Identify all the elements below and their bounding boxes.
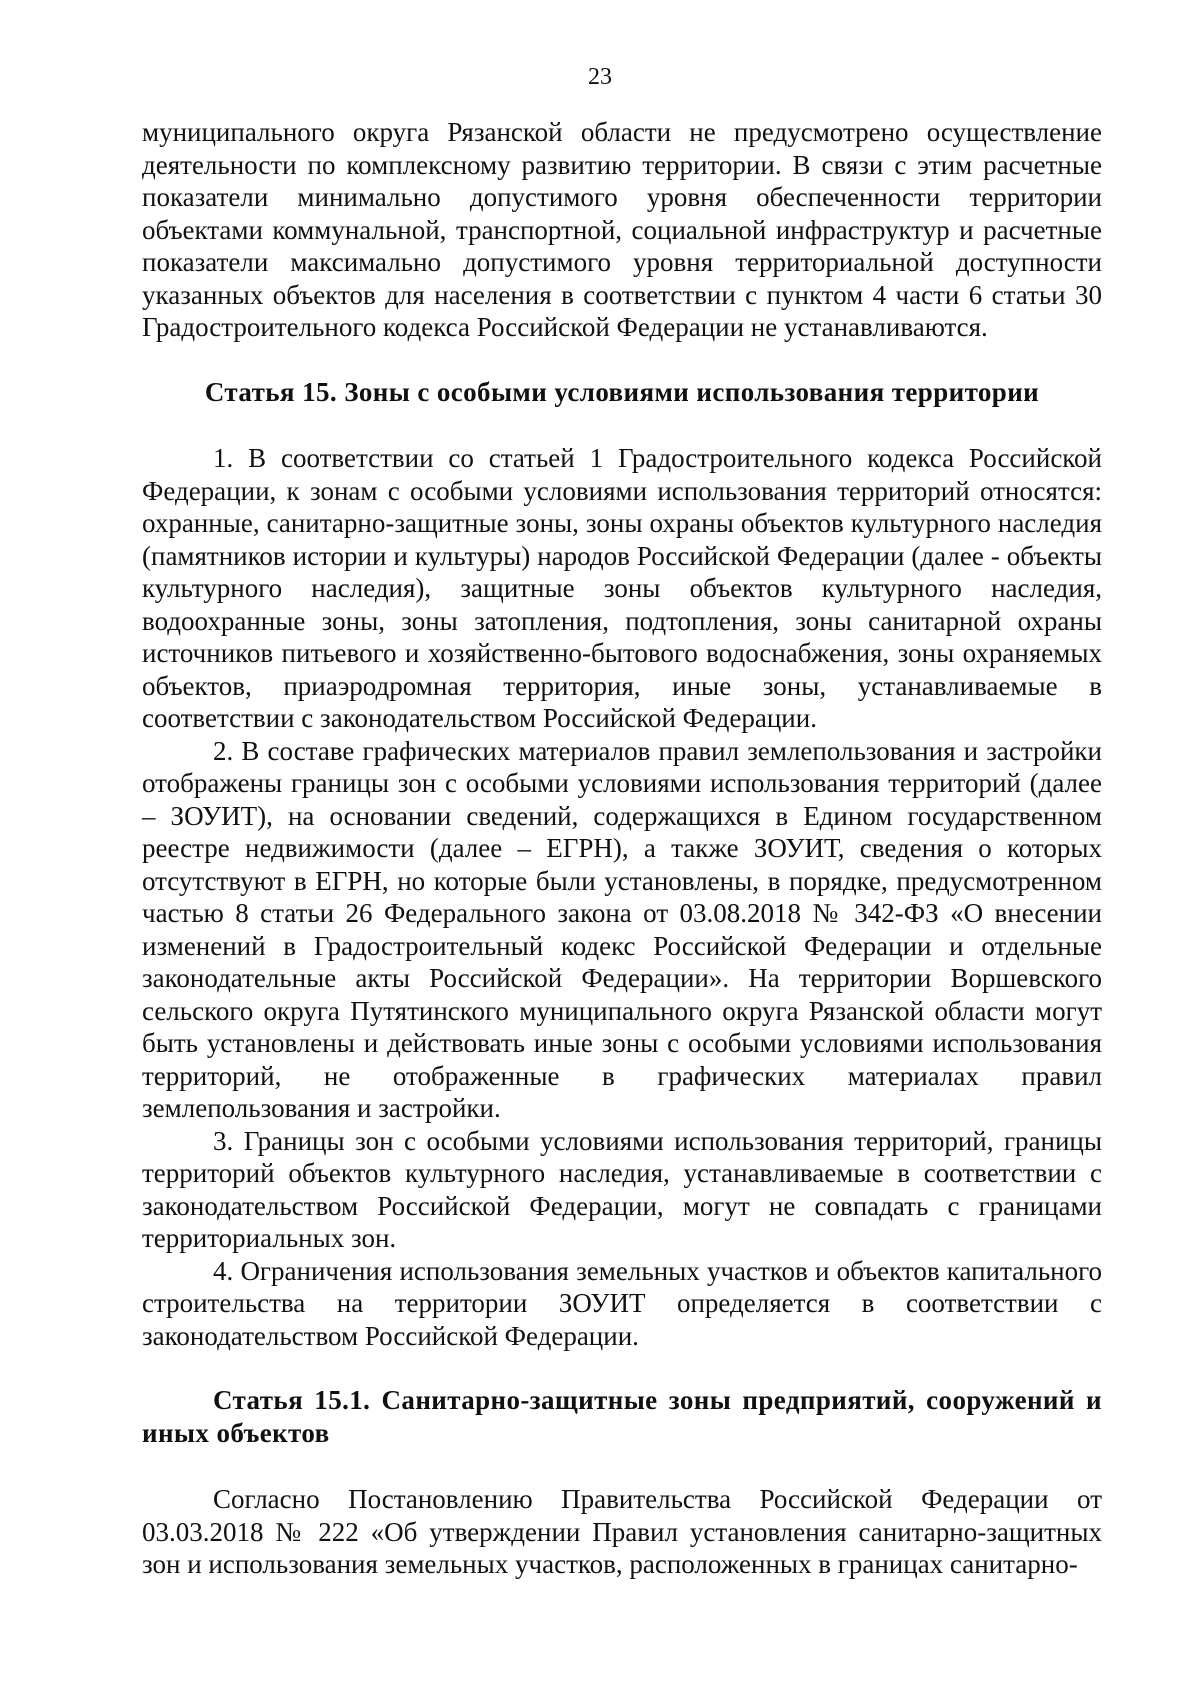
article-15-paragraph-1: 1. В соответствии со статьей 1 Градостроительного кодекса Российской Федерации, к зонам с особыми условиями использования территорий относятся: охранные, санитарно-защитные зоны, зоны охраны объектов культурного наследия (памятников истории и культуры) народов Российской Федерации (далее - объекты культурного наследия), защитные зоны объектов культурного наследия, водоохранные зоны, зоны затопления, подтопления, зоны санитарной охраны источников питьевого и хозяйственно-бытового водоснабжения, зоны охраняемых объектов, приаэродромная территория, иные зоны, устанавливаемые в соответствии с законодательством Российской Федерации.: [142, 443, 1102, 733]
article-15-heading: Статья 15. Зоны с особыми условиями использования территории: [204, 376, 1040, 407]
spacer: [142, 408, 1102, 442]
article-15-paragraph-2: 2. В составе графических материалов правил землепользования и застройки отображены границы зон с особыми условиями использования территорий (далее – ЗОУИТ), на основании сведений, содержащихся в Едином государственном реестре недвижимости (далее – ЕГРН), а также ЗОУИТ, сведения о которых отсутствуют в ЕГРН, но которые были установлены, в порядке, предусмотренном частью 8 статьи 26 Федерального закона от 03.08.2018 № 342-ФЗ «О внесении изменений в Градостроительный кодекс Российской Федерации и отдельные законодательные акты Российской Федерации». На территории Воршевского сельского округа Путятинского муниципального округа Рязанской области могут быть установлены и действовать иные зоны с особыми условиями использования территорий, не отображенные в графических материалах правил землепользования и застройки.: [142, 735, 1102, 1123]
article-15-1-paragraph: Согласно Постановлению Правительства Российской Федерации от 03.03.2018 № 222 «Об утверждении Правил установления санитарно-защитных зон и использования земельных участков, расположенных в границах санитарно-: [142, 1484, 1102, 1579]
page-number: 23: [588, 64, 612, 90]
spacer: [142, 1449, 1102, 1483]
intro-paragraph: муниципального округа Рязанской области не предусмотрено осуществление деятельности по комплексному развитию территории. В связи с этим расчетные показатели минимально допустимого уровня обеспеченности территории объектами коммунальной, транспортной, социальной инфраструктур и расчетные показатели максимально допустимого уровня территориальной доступности указанных объектов для населения в соответствии с пунктом 4 части 6 статьи 30 Градостроительного кодекса Российской Федерации не устанавливаются.: [142, 117, 1102, 342]
page-content: [142, 116, 1102, 1581]
article-15-paragraph-3: 3. Границы зон с особыми условиями использования территорий, границы территорий объектов культурного наследия, устанавливаемые в соответствии с законодательством Российской Федерации, могут не совпадать с границами территориальных зон.: [142, 1125, 1102, 1253]
spacer: [142, 1352, 1102, 1384]
article-15-1-heading: Статья 15.1. Санитарно-защитные зоны предприятий, сооружений и иных объектов: [142, 1385, 1102, 1448]
spacer: [142, 344, 1102, 376]
article-15-paragraph-4: 4. Ограничения использования земельных участков и объектов капитального строительства на территории ЗОУИТ определяется в соответствии с законодательством Российской Федерации.: [142, 1255, 1102, 1351]
